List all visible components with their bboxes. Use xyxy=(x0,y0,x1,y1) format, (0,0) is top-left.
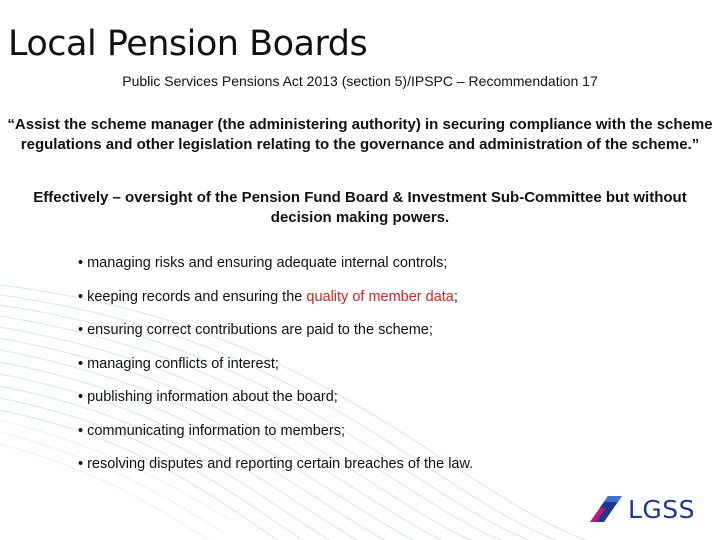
list-item: • communicating information to members; xyxy=(78,422,345,439)
list-item-text: ; xyxy=(453,288,458,305)
lgss-logo-mark-icon xyxy=(588,492,624,526)
list-item: • ensuring correct contributions are paid to the scheme; xyxy=(78,322,433,338)
list-item: • managing conflicts of interest; xyxy=(78,355,279,372)
lgss-logo-text: LGSS xyxy=(628,494,696,524)
quote-text: “Assist the scheme manager (the administering authority) in securing compliance with the scheme regulations and other legislation relating to the governance and administration of the scheme.” xyxy=(7,116,713,153)
responsibilities-list xyxy=(78,253,698,488)
list-item xyxy=(78,287,698,321)
list-item: • managing risks and ensuring adequate internal controls; xyxy=(78,255,448,271)
effectively-statement: Effectively – oversight of the Pension Fund Board & Investment Sub-Committee but without decision making powers. xyxy=(33,189,687,226)
slide-subtitle: Public Services Pensions Act 2013 (section 5)/IPSPC – Recommendation 17 xyxy=(122,73,598,89)
list-item: • resolving disputes and reporting certain breaches of the law. xyxy=(78,456,474,472)
list-item-text: • keeping records and ensuring the xyxy=(78,288,307,305)
lgss-logo xyxy=(588,492,695,526)
list-item: • publishing information about the board; xyxy=(78,389,338,405)
slide-title: Local Pension Boards xyxy=(8,24,368,64)
highlighted-text: quality of member data xyxy=(306,288,454,305)
